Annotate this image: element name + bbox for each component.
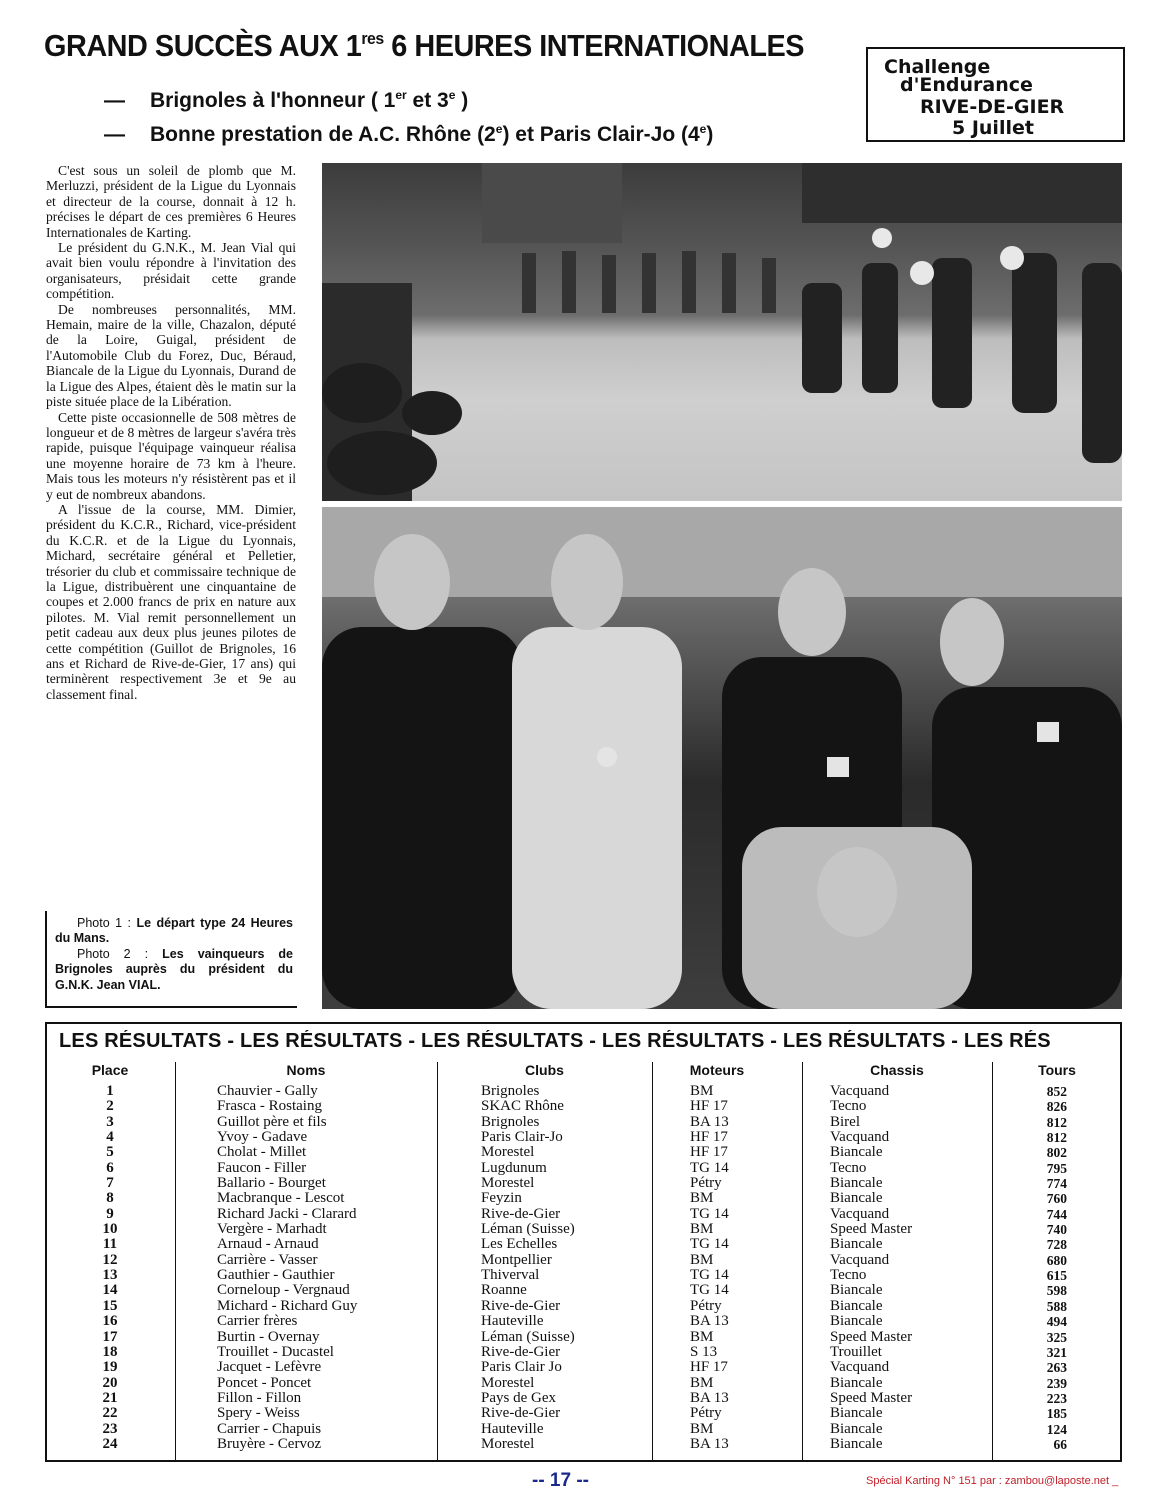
photo-winners [322, 507, 1122, 1009]
result-cell-place: 7 [106, 1175, 114, 1192]
result-cell-place: 17 [102, 1328, 118, 1345]
result-cell-laps: 744 [1046, 1206, 1067, 1222]
photo-1-caption: Photo 1 : Le départ type 24 Heures du Mans. [55, 916, 293, 946]
results-table [45, 1022, 1122, 1462]
result-cell-names: Carrière - Vasser [217, 1251, 318, 1268]
result-cell-names: Carrier - Chapuis [217, 1420, 322, 1437]
result-cell-motor: BM [690, 1083, 714, 1099]
result-cell-place: 3 [106, 1113, 114, 1130]
article-body [46, 163, 296, 702]
result-cell-chassis: Biancale [830, 1313, 883, 1330]
result-cell-laps: 852 [1046, 1084, 1067, 1099]
result-cell-chassis: Tecno [830, 1267, 867, 1284]
result-cell-names: Gauthier - Gauthier [217, 1267, 335, 1284]
result-cell-club: Hauteville [481, 1420, 544, 1437]
result-cell-chassis: Speed Master [830, 1328, 913, 1345]
footer-credit: Spécial Karting N° 151 par : zambou@laposte.net _ [866, 1475, 1119, 1487]
result-cell-club: Roanne [481, 1282, 527, 1299]
column-header-motors: Moteurs [689, 1062, 745, 1078]
challenge-line-4: 5 Juillet [952, 117, 1034, 139]
article-paragraph: Cette piste occasionnelle de 508 mètres de longueur et de 8 mètres de largeur s'avéra très rapide, puisque l'équipage vainqueur réalisa une moyenne horaire de 73 km à l'heure. Mais tous les moteurs n'y résistèrent pas et il y eut de nombreux abandons. [46, 409, 296, 502]
result-cell-names: Poncet - Poncet [217, 1374, 312, 1391]
result-cell-chassis: Biancale [830, 1190, 883, 1207]
result-cell-club: Thiverval [481, 1267, 540, 1284]
subheadline-1: — Brignoles à l'honneur ( 1er et 3e ) [104, 88, 469, 112]
result-cell-names: Burtin - Overnay [217, 1328, 320, 1345]
result-cell-club: Les Echelles [481, 1236, 558, 1253]
column-header-chassis: Chassis [870, 1062, 924, 1078]
result-cell-laps: 795 [1046, 1160, 1067, 1176]
result-cell-place: 19 [102, 1359, 118, 1376]
result-cell-names: Frasca - Rostaing [217, 1098, 322, 1115]
result-cell-chassis: Biancale [830, 1405, 883, 1422]
result-cell-motor: Pétry [690, 1405, 722, 1422]
column-laps [992, 1084, 1067, 1452]
result-cell-names: Jacquet - Lefèvre [217, 1359, 322, 1376]
result-cell-club: Brignoles [481, 1113, 540, 1130]
result-cell-laps: 321 [1046, 1344, 1067, 1360]
result-cell-place: 6 [106, 1159, 114, 1176]
result-cell-place: 22 [102, 1405, 118, 1422]
subheadline-2: — Bonne prestation de A.C. Rhône (2e) et Paris Clair-Jo (4e) [104, 122, 714, 146]
result-cell-club: Rive-de-Gier [481, 1205, 561, 1222]
result-cell-place: 5 [106, 1144, 114, 1161]
result-cell-names: Bruyère - Cervoz [217, 1435, 322, 1452]
result-cell-laps: 728 [1046, 1237, 1067, 1253]
result-cell-club: SKAC Rhône [481, 1098, 564, 1115]
result-cell-club: Brignoles [481, 1083, 540, 1099]
result-cell-laps: 760 [1046, 1191, 1067, 1207]
photo-captions [45, 911, 297, 1008]
result-cell-names: Richard Jacki - Clarard [217, 1205, 357, 1222]
result-cell-names: Macbranque - Lescot [217, 1190, 345, 1207]
result-cell-motor: S 13 [690, 1343, 718, 1360]
result-cell-place: 21 [102, 1389, 118, 1406]
challenge-line-1: Challenge [884, 56, 991, 78]
result-cell-place: 1 [106, 1083, 114, 1099]
result-cell-club: Rive-de-Gier [481, 1405, 561, 1422]
result-cell-club: Feyzin [481, 1190, 522, 1207]
result-cell-laps: 826 [1046, 1099, 1067, 1115]
result-cell-motor: BM [690, 1374, 714, 1391]
result-cell-motor: BM [690, 1328, 714, 1345]
result-cell-names: Faucon - Filler [217, 1159, 307, 1176]
result-cell-laps: 239 [1046, 1375, 1067, 1391]
result-cell-motor: TG 14 [690, 1159, 729, 1176]
result-cell-motor: TG 14 [690, 1205, 729, 1222]
result-cell-motor: BM [690, 1420, 714, 1437]
result-cell-chassis: Biancale [830, 1236, 883, 1253]
result-cell-motor: BM [690, 1190, 714, 1207]
result-cell-chassis: Biancale [830, 1435, 883, 1452]
result-cell-chassis: Vacquand [830, 1205, 890, 1222]
result-cell-chassis: Biancale [830, 1175, 883, 1192]
result-cell-chassis: Trouillet [830, 1343, 882, 1360]
result-cell-place: 8 [106, 1190, 114, 1207]
result-cell-motor: HF 17 [690, 1129, 728, 1146]
result-cell-laps: 263 [1046, 1360, 1067, 1376]
result-cell-chassis: Speed Master [830, 1221, 913, 1238]
column-motors [690, 1084, 790, 1452]
challenge-line-2: d'Endurance [900, 74, 1033, 96]
result-cell-names: Fillon - Fillon [217, 1389, 302, 1406]
result-cell-laps: 680 [1046, 1252, 1067, 1268]
result-cell-place: 14 [102, 1282, 118, 1299]
result-cell-club: Montpellier [481, 1251, 552, 1268]
result-cell-laps: 325 [1046, 1329, 1067, 1345]
column-names [217, 1084, 457, 1452]
article-paragraph: A l'issue de la course, MM. Dimier, président du K.C.R., Richard, vice-président du K.C.R. et de la Ligue du Lyonnais, Michard, secrétaire général et Pelletier, trésorier du club et commissaire technique de la Ligue, distribuèrent une cinquantaine de coupes et 2.000 francs de prix en nature aux pilotes. M. Vial remit personnellement un petit cadeau aux deux plus jeunes pilotes de cette compétition (Guillot de Brignoles, 16 ans et Richard de Rive-de-Gier, 17 ans) qui terminèrent respectivement 3e et 9e au classement final. [46, 501, 296, 702]
challenge-line-3: RIVE-DE-GIER [920, 96, 1065, 118]
column-divider [802, 1062, 803, 1460]
page-number: -- 17 -- [532, 1470, 589, 1491]
column-header-laps: Tours [1038, 1062, 1076, 1078]
result-cell-place: 9 [106, 1205, 114, 1222]
photo-2-caption: Photo 2 : Les vainqueurs de Brignoles auprès du président du G.N.K. Jean VIAL. [55, 946, 294, 992]
result-cell-names: Ballario - Bourget [217, 1175, 326, 1192]
result-cell-club: Rive-de-Gier [481, 1297, 561, 1314]
result-cell-names: Michard - Richard Guy [217, 1297, 358, 1314]
result-cell-chassis: Tecno [830, 1159, 867, 1176]
result-cell-motor: BA 13 [690, 1113, 729, 1130]
column-header-names: Noms [286, 1062, 326, 1078]
photo-race-start [322, 163, 1122, 501]
article-paragraph: C'est sous un soleil de plomb que M. Merluzzi, président de la Ligue du Lyonnais et directeur de la course, donnait à 12 h. précises le départ de ces premières 6 Heures Internationales de Karting. [46, 163, 296, 240]
result-cell-laps: 494 [1046, 1314, 1067, 1330]
result-cell-club: Paris Clair Jo [481, 1359, 562, 1376]
result-cell-laps: 774 [1046, 1176, 1067, 1192]
result-cell-place: 23 [102, 1420, 118, 1437]
result-cell-motor: BM [690, 1221, 714, 1238]
result-cell-laps: 812 [1046, 1130, 1067, 1146]
result-cell-motor: HF 17 [690, 1098, 728, 1115]
result-cell-names: Corneloup - Vergnaud [217, 1282, 350, 1299]
result-cell-laps: 124 [1046, 1421, 1067, 1437]
result-cell-club: Lugdunum [481, 1159, 547, 1176]
result-cell-place: 24 [102, 1435, 118, 1452]
result-cell-chassis: Vacquand [830, 1083, 890, 1099]
result-cell-names: Trouillet - Ducastel [217, 1343, 334, 1360]
result-cell-chassis: Vacquand [830, 1251, 890, 1268]
result-cell-place: 12 [102, 1251, 118, 1268]
result-cell-chassis: Speed Master [830, 1389, 913, 1406]
result-cell-chassis: Biancale [830, 1420, 883, 1437]
result-cell-motor: Pétry [690, 1175, 722, 1192]
result-cell-place: 20 [102, 1374, 118, 1391]
page-headline: GRAND SUCCÈS AUX 1res 6 HEURES INTERNATIONALES [44, 28, 805, 63]
article-paragraph: De nombreuses personnalités, MM. Hemain, maire de la ville, Chazalon, député de la Loire, Guigal, président de l'Automobile Club du Forez, Duc, Béraud, Biancale de la Ligue du Lyonnais, Durand de la Ligue des Alpes, étaient dès le matin sur la piste située place de la Libération. [46, 301, 296, 410]
result-cell-chassis: Biancale [830, 1144, 883, 1161]
result-cell-club: Léman (Suisse) [481, 1221, 575, 1238]
result-cell-club: Morestel [481, 1175, 535, 1192]
column-header-place: Place [91, 1062, 129, 1078]
result-cell-club: Morestel [481, 1374, 535, 1391]
result-cell-names: Spery - Weiss [217, 1405, 300, 1422]
result-cell-chassis: Tecno [830, 1098, 867, 1115]
result-cell-place: 16 [102, 1313, 118, 1330]
column-header-clubs: Clubs [525, 1062, 564, 1078]
result-cell-motor: BA 13 [690, 1389, 729, 1406]
result-cell-motor: TG 14 [690, 1236, 729, 1253]
result-cell-place: 15 [102, 1297, 118, 1314]
result-cell-motor: HF 17 [690, 1359, 728, 1376]
column-divider [175, 1062, 176, 1460]
result-cell-place: 18 [102, 1343, 118, 1360]
result-cell-place: 10 [102, 1221, 118, 1238]
result-cell-motor: TG 14 [690, 1267, 729, 1284]
result-cell-names: Cholat - Millet [217, 1144, 307, 1161]
result-cell-club: Hauteville [481, 1313, 544, 1330]
result-cell-club: Morestel [481, 1144, 535, 1161]
result-cell-club: Paris Clair-Jo [481, 1129, 563, 1146]
result-cell-motor: Pétry [690, 1297, 722, 1314]
article-paragraph: Le président du G.N.K., M. Jean Vial qui avait bien voulu répondre à l'invitation des organisateurs, présidait cette grande compétition. [46, 240, 296, 302]
result-cell-names: Carrier frères [217, 1313, 298, 1330]
result-cell-chassis: Vacquand [830, 1129, 890, 1146]
results-banner: LES RÉSULTATS - LES RÉSULTATS - LES RÉSULTATS - LES RÉSULTATS - LES RÉSULTATS - LES RÉS [59, 1030, 1051, 1052]
result-cell-laps: 588 [1046, 1298, 1067, 1314]
result-cell-laps: 598 [1046, 1283, 1067, 1299]
result-cell-motor: BM [690, 1251, 714, 1268]
result-cell-club: Pays de Gex [481, 1389, 556, 1406]
result-cell-laps: 740 [1046, 1222, 1067, 1238]
result-cell-club: Léman (Suisse) [481, 1328, 575, 1345]
result-cell-place: 2 [106, 1098, 114, 1115]
challenge-box [866, 47, 1125, 142]
result-cell-place: 13 [102, 1267, 118, 1284]
result-cell-chassis: Biancale [830, 1374, 883, 1391]
result-cell-laps: 802 [1046, 1145, 1067, 1161]
result-cell-motor: BA 13 [690, 1435, 729, 1452]
result-cell-chassis: Vacquand [830, 1359, 890, 1376]
result-cell-place: 4 [106, 1129, 114, 1146]
result-cell-club: Rive-de-Gier [481, 1343, 561, 1360]
result-cell-chassis: Birel [830, 1113, 860, 1130]
result-cell-motor: HF 17 [690, 1144, 728, 1161]
result-cell-chassis: Biancale [830, 1297, 883, 1314]
result-cell-place: 11 [102, 1236, 118, 1253]
result-cell-laps: 185 [1046, 1406, 1067, 1422]
result-cell-laps: 223 [1046, 1390, 1067, 1406]
result-cell-names: Chauvier - Gally [217, 1083, 318, 1099]
result-cell-motor: BA 13 [690, 1313, 729, 1330]
column-chassis [830, 1084, 1000, 1452]
result-cell-club: Morestel [481, 1435, 535, 1452]
result-cell-motor: TG 14 [690, 1282, 729, 1299]
result-cell-names: Guillot père et fils [217, 1113, 327, 1130]
result-cell-chassis: Biancale [830, 1282, 883, 1299]
result-cell-names: Vergère - Marhadt [217, 1221, 327, 1238]
result-cell-laps: 615 [1046, 1268, 1067, 1284]
column-place [77, 1084, 143, 1452]
column-clubs [481, 1084, 681, 1452]
result-cell-laps: 812 [1046, 1114, 1067, 1130]
result-cell-names: Arnaud - Arnaud [217, 1236, 319, 1253]
result-cell-names: Yvoy - Gadave [217, 1129, 308, 1146]
result-cell-laps: 66 [1053, 1436, 1067, 1452]
